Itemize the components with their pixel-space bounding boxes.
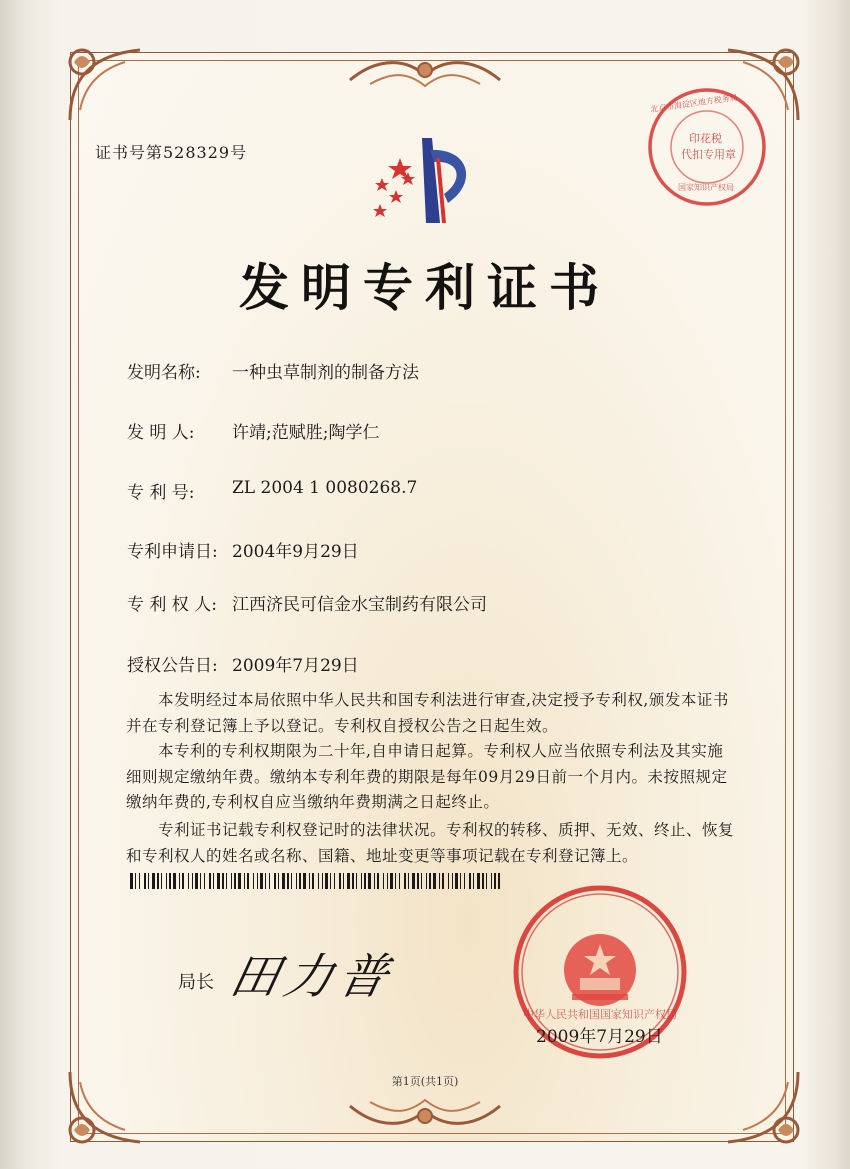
field-value-patentee: 江西济民可信金水宝制药有限公司	[232, 595, 487, 615]
field-value-inventor: 许靖;范赋胜;陶学仁	[232, 423, 380, 443]
tax-stamp-bottom-text: 国家知识产权局	[678, 183, 734, 192]
body-paragraph: 本发明经过本局依照中华人民共和国专利法进行审查,决定授予专利权,颁发本证书并在专利登记簿上予以登记。专利权自授权公告之日起生效。	[126, 691, 729, 735]
body-paragraph: 专利证书记载专利权登记时的法律状况。专利权的转移、质押、无效、终止、恢复和专利权人的姓名或名称、国籍、地址变更等事项记载在专利登记簿上。	[126, 821, 735, 865]
field-label-inventor: 发 明 人:	[127, 423, 195, 443]
field-label-grant-date: 授权公告日:	[127, 656, 218, 676]
certificate-number: 证书号第528329号	[95, 143, 248, 162]
field-label-filing-date: 专利申请日:	[127, 542, 218, 562]
field-label-invention-name: 发明名称:	[127, 363, 201, 383]
tax-stamp-line-2: 代扣专用章	[681, 148, 736, 161]
director-label: 局长	[178, 972, 214, 993]
field-value-invention-name: 一种虫草制剂的制备方法	[232, 363, 419, 383]
certificate-title: 发明专利证书	[239, 258, 611, 317]
tax-stamp-outer-text: 北京市海淀区地方税务局	[649, 92, 739, 115]
director-signature: 田力普	[225, 949, 400, 1005]
field-value-grant-date: 2009年7月29日	[232, 656, 359, 676]
barcode	[130, 873, 500, 889]
patent-office-logo	[360, 128, 490, 228]
field-label-patentee: 专 利 权 人:	[127, 595, 217, 615]
field-label-patent-number: 专 利 号:	[127, 483, 195, 503]
issue-date: 2009年7月29日	[536, 1027, 663, 1047]
field-value-patent-number: ZL 2004 1 0080268.7	[232, 478, 418, 498]
page-footer: 第1页(共1页)	[391, 1075, 459, 1088]
national-seal-text: 中华人民共和国国家知识产权局	[523, 1008, 677, 1021]
body-paragraph: 本专利的专利权期限为二十年,自申请日起算。专利权人应当依照专利法及其实施细则规定缴纳年费。缴纳本专利年费的期限是每年09月29日前一个月内。未按照规定缴纳年费的,专利权自应当缴纳年费期满之日起终止。	[126, 742, 728, 811]
corner-ornament-top-left	[60, 40, 150, 130]
bottom-center-ornament	[340, 1092, 510, 1136]
top-center-ornament	[340, 50, 510, 94]
field-value-filing-date: 2004年9月29日	[232, 542, 359, 562]
tax-stamp-line-1: 印花税	[689, 132, 722, 145]
